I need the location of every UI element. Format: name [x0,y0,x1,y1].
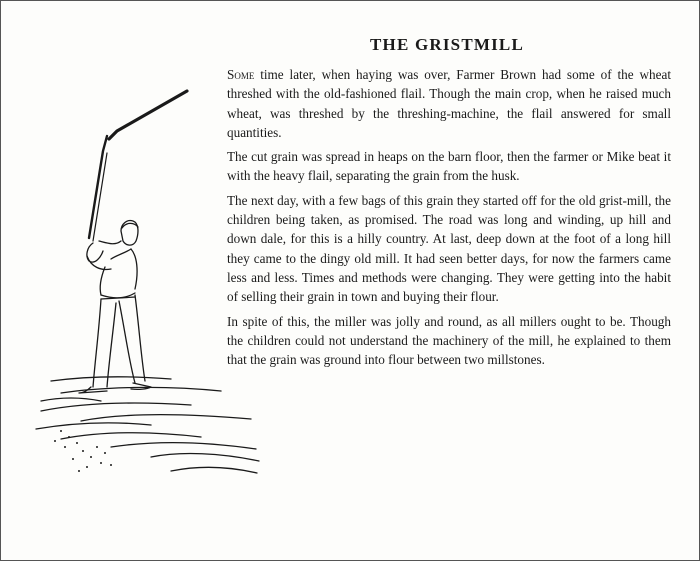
paragraph-3: The next day, with a few bags of this grain they started off for the old grist-mill, the children being taken, as promised. The road was long and winding, up hill and down dale, for this is a hilly country. At last, deep down at the foot of a long hill they came to the dingy old mill. It had seen better days, for now the farmers came less and less. Times and methods were changing. They were getting into the habit of selling their grain in town and buying their flour. [227,192,671,305]
man-threshing-with-flail-drawing [21,81,261,481]
paragraph-1-text: time later, when haying was over, Farmer Brown had some of the wheat threshed with the old-fashioned flail. Though the main crop, when he raised much wheat, was threshed by the threshing-machine, the flail answered for small quantities. [227,67,671,140]
paragraph-1 [227,65,671,142]
paragraph-4: In spite of this, the miller was jolly and round, as all millers ought to be. Though the children could not understand the machinery of the mill, he explained to them that the grain was ground into flour between two millstones. [227,313,671,368]
body-text [227,65,671,374]
page-title: THE GRISTMILL [370,35,524,54]
paragraph-2: The cut grain was spread in heaps on the barn floor, then the farmer or Mike beat it with the heavy flail, separating the grain from the husk. [227,149,671,184]
paragraph-lead-word: Some [227,67,255,82]
